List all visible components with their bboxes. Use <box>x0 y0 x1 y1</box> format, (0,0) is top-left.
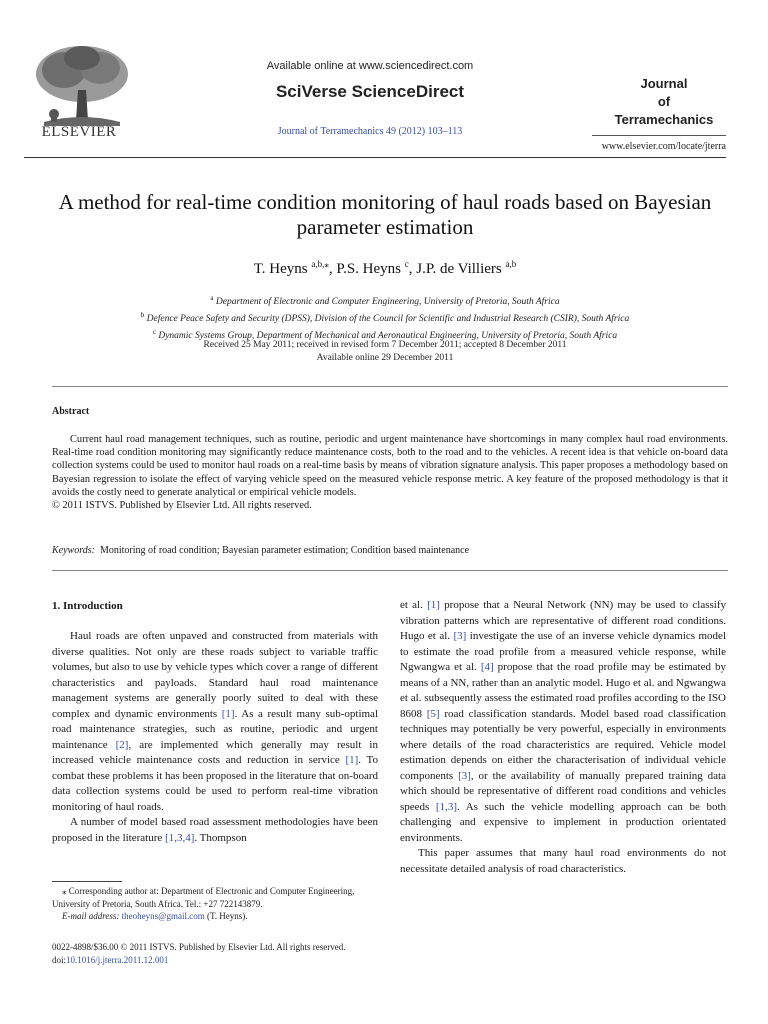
author-list: T. Heyns $^{a,b,⁎}$, P.S. Heyns $^c$, J.P. de Villiers $^{a,b}$ <box>253 259 517 277</box>
keywords-label: Keywords: <box>52 545 95 556</box>
footnote-rule <box>52 881 122 882</box>
journal-name <box>604 75 724 129</box>
citation-link[interactable]: [3] <box>458 769 471 782</box>
paragraph: A number of model based road assessment methodologies have been proposed in the literature [1,3,4]. Thompson <box>52 816 378 844</box>
author-affiliation-marks[interactable]: a,b <box>505 259 517 269</box>
article-dates <box>40 339 730 365</box>
paragraph: This paper assumes that many haul road environments do not necessitate detailed analysis of road characteristics. <box>400 847 726 875</box>
paragraph: Haul roads are often unpaved and constructed from materials with diverse qualities. Not only are these roads subject to variable traffic volumes, but also to use by vehicle types which cover a range of different characteristics and payloads. Standard haul road maintenance management systems are generally poorly suited to deal with these complex and dynamic environments [1]. As a result many sub-optimal road maintenance strategies, such as routine, periodic and urgent maintenance [2], are implemented which generally may result in increased vehicle maintenance costs and reduction in service [1]. To combat these problems it has been proposed in the literature that on-board data collection systems could be used to perform real-time vibration monitoring of haul roads. <box>52 630 379 813</box>
body-column-left <box>52 629 378 846</box>
citation-link[interactable]: [3] <box>453 630 467 642</box>
body-column-right <box>400 598 726 877</box>
abstract-text: Current haul road management techniques, such as routine, periodic and urgent maintenance have shortcomings in many complex haul road environments. Real-time road condition monitoring may significantly reduce maintenance costs, both to the road and to the vehicles. A recent idea is that vehicle on-board data collection systems could be used to monitor haul roads on a real-time basis by means of vibration signature analysis. This paper proposes a methodology based on Bayesian regression to isolate the effect of varying vehicle speed on the measured vehicle response metric. A key feature of the proposed methodology is that it avoids the costly need to generate analytical or empirical vehicle models. <box>52 434 728 498</box>
issn-line: 0022-4898/$36.00 © 2011 ISTVS. Published by Elsevier Ltd. All rights reserved. <box>52 942 346 952</box>
article-title: A method for real-time condition monitoring of haul roads based on Bayesian parameter estimation <box>58 190 712 239</box>
keywords-list: Monitoring of road condition; Bayesian parameter estimation; Condition based maintenance <box>99 545 470 556</box>
abstract-copyright: © 2011 ISTVS. Published by Elsevier Ltd. All rights reserved. <box>52 500 312 512</box>
journal-name-line: of <box>657 94 671 109</box>
sciencedirect-brand: SciVerse ScienceDirect <box>275 82 465 101</box>
affiliation-item: $^b$ Defence Peace Safety and Security (DPSS), Division of the Council for Scientific and Industrial Research (CSIR), South Africa <box>140 311 630 325</box>
citation-link[interactable]: [5] <box>426 707 440 720</box>
abstract-bottom-rule <box>52 570 728 571</box>
available-date: Available online 29 December 2011 <box>316 353 454 363</box>
affiliations <box>40 292 730 343</box>
journal-name-line: Terramechanics <box>614 112 714 127</box>
citation-link[interactable]: [1] <box>427 599 440 611</box>
page-footer <box>52 941 452 966</box>
doi-link[interactable]: 10.1016/j.jterra.2011.12.001 <box>66 954 169 965</box>
citation-link[interactable]: [1] <box>345 754 359 766</box>
citation-link[interactable]: [4] <box>480 661 494 673</box>
footnote: ⁎ Corresponding author at: Department of Electronic and Computer Engineering, University of Pretoria, South Africa. Tel.: +27 722143879. E-mail address: theoheyns@gmail.com (T. Heyns). <box>52 885 378 923</box>
journal-divider <box>592 135 726 136</box>
doi-label: doi: <box>52 954 67 965</box>
citation-link[interactable]: [1,3] <box>435 800 457 813</box>
citation-link[interactable]: [1] <box>221 707 235 720</box>
keywords <box>52 545 728 556</box>
author-affiliation-marks[interactable]: a,b,⁎ <box>311 259 329 269</box>
author-name: P.S. Heyns <box>336 261 401 277</box>
available-online-text: Available online at www.sciencedirect.com <box>266 60 474 72</box>
paragraph: et al. [1] propose that a Neural Network (NN) may be used to classify vibration patterns which are representative of different road conditions. Hugo et al. [3] investigate the use of an inverse vehicle dynamics model to estimate the road profile from a measured vehicle response, while Ngwangwa et al. [4] propose that the road profile may be estimated by means of a NN, rather than an analytic model. Hugo et al. and Ngwangwa et al. subsequently assess the estimated road profiles according to the ISO 8608 [5] road classification standards. Model based road classification techniques may potentially be very powerful, especially in environments where details of the road characteristics are required. Vehicle model estimation depends on either the characterisation of individual vehicle components [3], or the availability of manually prepared training data which should be representative of different road conditions and vehicles speeds [1,3]. As such the vehicle modelling approach can be both challenging and expensive to implement in production orientated environments. <box>400 599 726 844</box>
journal-url[interactable]: www.elsevier.com/locate/jterra <box>601 141 726 152</box>
publisher-name: ELSEVIER <box>41 124 117 140</box>
corresponding-author-note: ⁎ Corresponding author at: Department of Electronic and Computer Engineering, University of Pretoria, South Africa. Tel.: +27 722143879. <box>52 886 355 909</box>
affiliation-item: $^c$ Dynamic Systems Group, Department of Mechanical and Aeronautical Engineering, University of Pretoria, South Africa <box>152 328 618 342</box>
author-name: T. Heyns <box>253 261 308 277</box>
received-dates: Received 25 May 2011; received in revised form 7 December 2011; accepted 8 December 2011 <box>203 340 567 350</box>
journal-citation-link[interactable]: Journal of Terramechanics 49 (2012) 103–113 <box>277 126 463 137</box>
journal-name-line: Journal <box>640 76 688 91</box>
email-link[interactable]: theoheyns@gmail.com <box>121 911 205 921</box>
section-heading: 1. Introduction <box>52 600 123 612</box>
citation-link[interactable]: [1,3,4] <box>165 831 195 844</box>
citation-link[interactable]: [2] <box>115 738 129 751</box>
header-rule <box>24 157 726 158</box>
affiliation-item: $^a$ Department of Electronic and Computer Engineering, University of Pretoria, South Africa <box>210 294 560 308</box>
email-label: E-mail address: <box>62 911 120 921</box>
abstract-heading: Abstract <box>52 406 90 417</box>
abstract-body <box>52 433 728 512</box>
author-affiliation-marks[interactable]: c <box>404 259 409 269</box>
abstract-top-rule <box>52 386 728 387</box>
author-name: J.P. de Villiers <box>416 261 502 277</box>
